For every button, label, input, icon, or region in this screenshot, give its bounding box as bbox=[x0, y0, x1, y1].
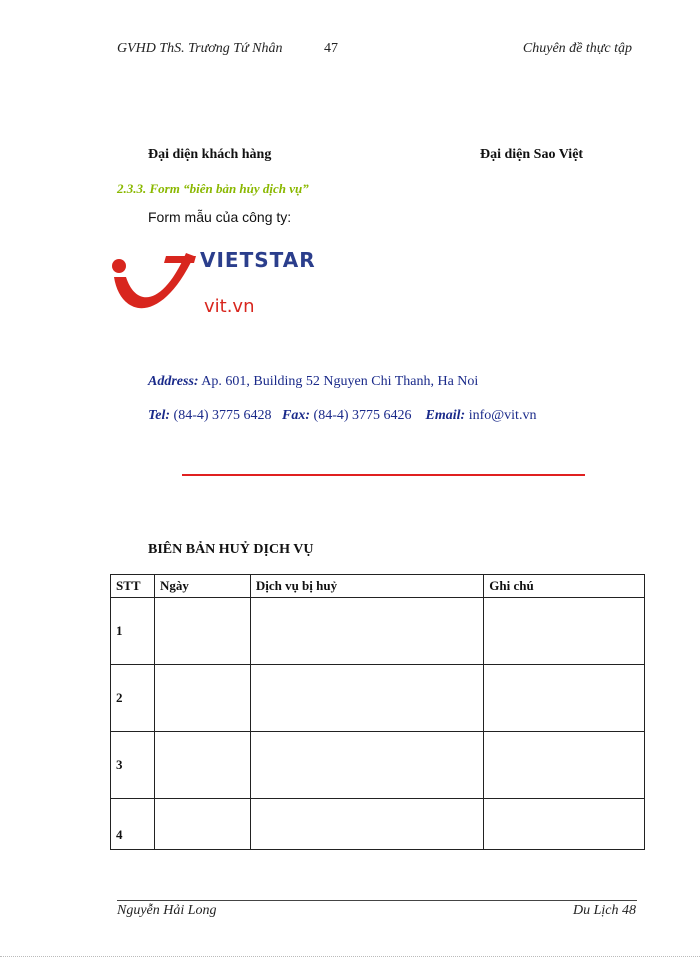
date-cell bbox=[154, 598, 250, 665]
address-value: Ap. 601, Building 52 Nguyen Chi Thanh, Ha Noi bbox=[198, 374, 479, 389]
date-cell bbox=[154, 799, 250, 850]
header-page-number: 47 bbox=[324, 41, 338, 56]
column-header-date: Ngày bbox=[154, 575, 250, 598]
section-heading: 2.3.3. Form “biên bản hủy dịch vụ” bbox=[117, 181, 309, 196]
note-cell bbox=[484, 799, 645, 850]
note-cell bbox=[484, 598, 645, 665]
tel-label: Tel: bbox=[148, 408, 171, 423]
table-row bbox=[111, 799, 645, 850]
email-value: info@vit.vn bbox=[465, 408, 537, 423]
company-representative: Đại diện Sao Việt bbox=[480, 147, 584, 162]
vietstar-logo bbox=[108, 244, 348, 324]
tel-value: (84-4) 3775 6428 bbox=[170, 408, 272, 423]
table-header-row bbox=[111, 575, 645, 598]
service-cell bbox=[250, 598, 483, 665]
table-row bbox=[111, 598, 645, 665]
note-cell bbox=[484, 665, 645, 732]
page-bottom-border bbox=[0, 956, 700, 957]
row-number: 4 bbox=[111, 799, 155, 850]
date-cell bbox=[154, 665, 250, 732]
footer-divider bbox=[117, 900, 637, 901]
customer-representative: Đại diện khách hàng bbox=[148, 147, 272, 162]
column-header-stt: STT bbox=[111, 575, 155, 598]
email-label: Email: bbox=[425, 408, 466, 423]
row-number: 2 bbox=[111, 665, 155, 732]
red-divider bbox=[182, 474, 585, 476]
service-cell bbox=[250, 665, 483, 732]
row-number: 1 bbox=[111, 598, 155, 665]
note-cell bbox=[484, 732, 645, 799]
phone-line bbox=[148, 408, 536, 424]
address-label: Address: bbox=[148, 374, 199, 389]
fax-label: Fax: bbox=[282, 408, 311, 423]
footer-class-page: Du Lịch 48 bbox=[573, 903, 636, 918]
column-header-service: Dịch vụ bị huỷ bbox=[250, 575, 483, 598]
address-line bbox=[148, 374, 478, 390]
date-cell bbox=[154, 732, 250, 799]
header-document-type: Chuyên đề thực tập bbox=[522, 41, 632, 56]
header-advisor: GVHD ThS. Trương Tứ Nhân bbox=[117, 41, 283, 56]
column-header-note: Ghi chú bbox=[484, 575, 645, 598]
form-title: BIÊN BẢN HUỶ DỊCH VỤ bbox=[148, 542, 314, 557]
table-row bbox=[111, 665, 645, 732]
service-cell bbox=[250, 732, 483, 799]
table-row bbox=[111, 732, 645, 799]
logo-domain-text: vit.vn bbox=[204, 296, 255, 317]
service-cell bbox=[250, 799, 483, 850]
row-number: 3 bbox=[111, 732, 155, 799]
logo-brand-text: VIETSTAR bbox=[200, 248, 316, 272]
cancellation-table bbox=[110, 574, 645, 850]
section-intro: Form mẫu của công ty: bbox=[148, 209, 292, 225]
fax-value: (84-4) 3775 6426 bbox=[310, 408, 412, 423]
footer-author: Nguyễn Hải Long bbox=[117, 903, 217, 918]
